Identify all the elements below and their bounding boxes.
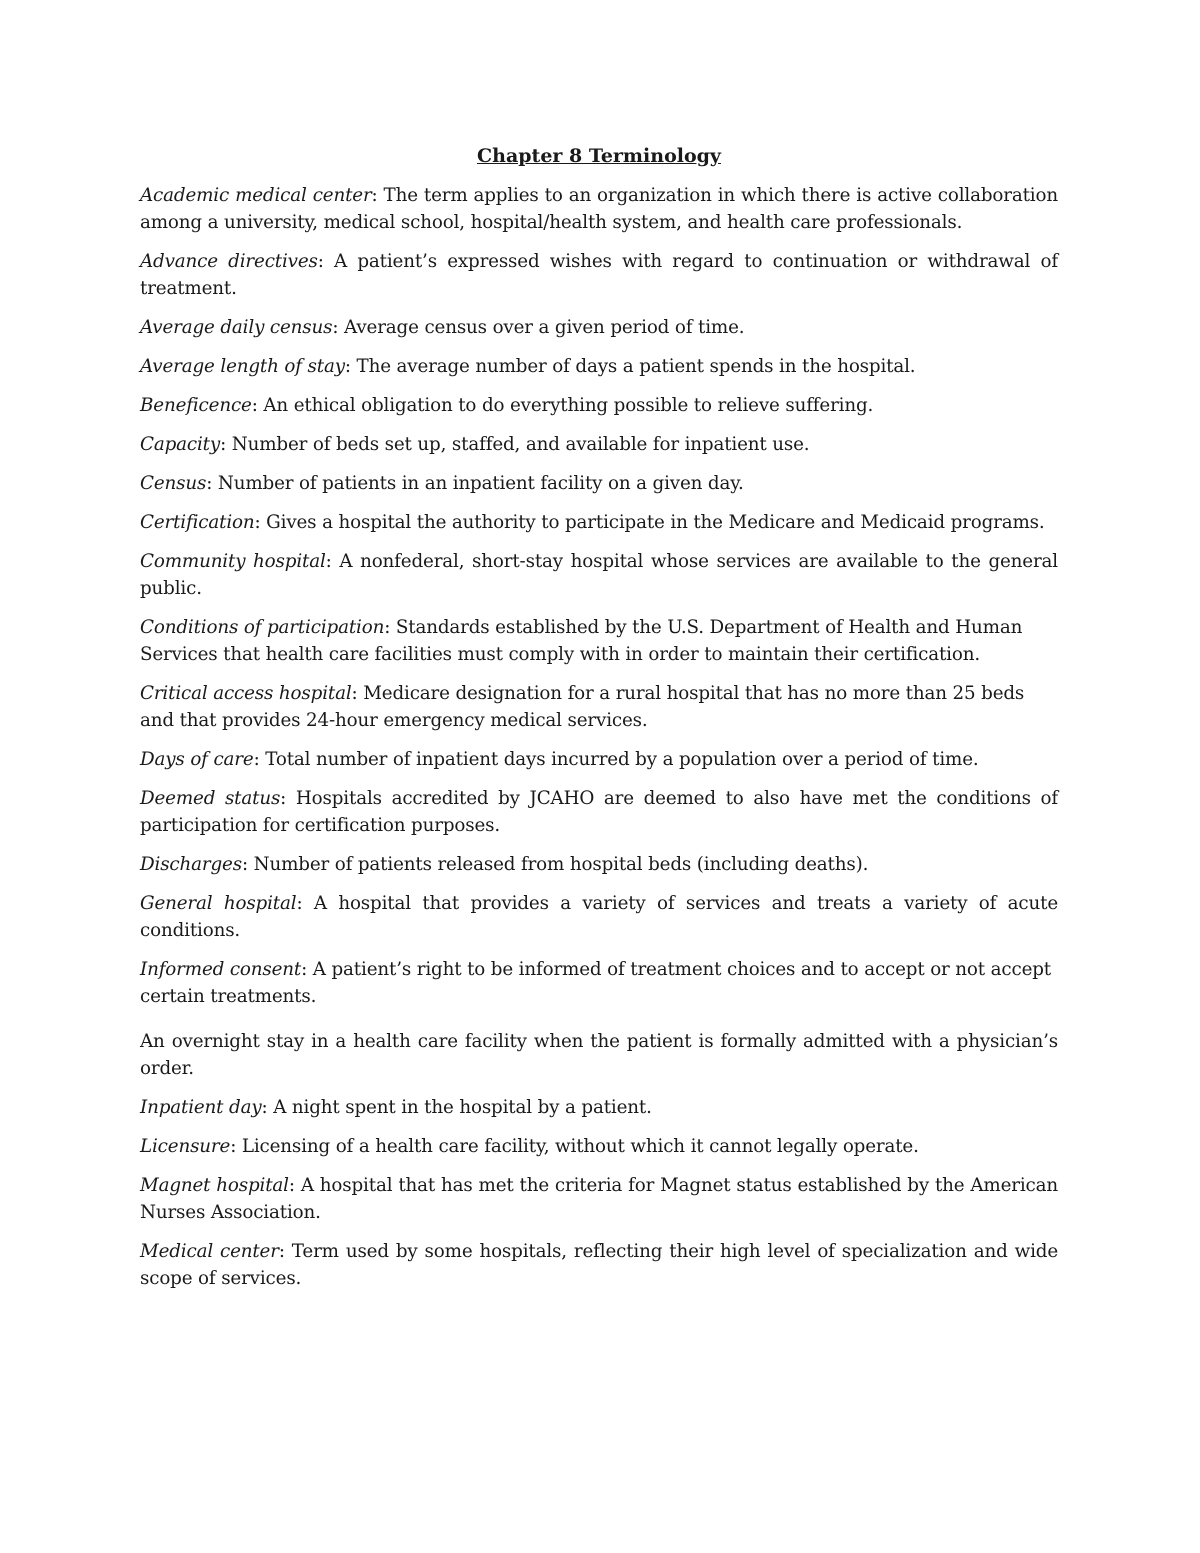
glossary-definition: : A night spent in the hospital by a patient. (261, 1097, 652, 1118)
glossary-term: Critical access hospital (140, 683, 352, 704)
glossary-definition: : Number of patients in an inpatient facility on a given day. (206, 473, 744, 494)
glossary-term: Certification (140, 512, 255, 533)
glossary-term: Days of care (140, 749, 254, 770)
glossary-definition: : A patient’s expressed wishes with regard to continuation or withdrawal of treatment. (140, 251, 1058, 299)
glossary-term: Licensure (140, 1136, 231, 1157)
glossary-entry-untitled (140, 1028, 1058, 1082)
glossary-entry (140, 890, 1058, 944)
glossary-definition: An overnight stay in a health care facility when the patient is formally admitted with a physician’s order. (140, 1031, 1058, 1079)
glossary-term: Inpatient day (140, 1097, 262, 1118)
glossary-entry (140, 785, 1058, 839)
glossary-definition: : The average number of days a patient spends in the hospital. (344, 356, 916, 377)
glossary-definition: : A hospital that provides a variety of services and treats a variety of acute conditions. (140, 893, 1058, 941)
glossary-entry (140, 314, 1058, 341)
glossary-term: Medical center (140, 1241, 279, 1262)
glossary-term: Average daily census (140, 317, 333, 338)
glossary-entry (140, 746, 1058, 773)
glossary-definition: : Number of beds set up, staffed, and available for inpatient use. (220, 434, 810, 455)
glossary-definition: : Total number of inpatient days incurred by a population over a period of time. (253, 749, 979, 770)
glossary-term: Informed consent (140, 959, 302, 980)
glossary-entry (140, 851, 1058, 878)
glossary-definition: : Standards established by the U.S. Department of Health and Human Services that health care facilities must comply with in order to maintain their certification. (140, 617, 1023, 665)
glossary-term: Magnet hospital (140, 1175, 289, 1196)
glossary-entry (140, 182, 1058, 236)
glossary-definition: : Medicare designation for a rural hospital that has no more than 25 beds and that provides 24-hour emergency medical services. (140, 683, 1025, 731)
glossary-entry (140, 548, 1058, 602)
glossary-entry (140, 392, 1058, 419)
glossary-term: Deemed status (140, 788, 281, 809)
glossary-entry (140, 1172, 1058, 1226)
glossary-definition: : An ethical obligation to do everything possible to relieve suffering. (251, 395, 874, 416)
glossary-term: General hospital (140, 893, 297, 914)
glossary-term: Discharges (140, 854, 242, 875)
glossary-term: Average length of stay (140, 356, 345, 377)
page-title: Chapter 8 Terminology (477, 145, 721, 167)
glossary-term: Academic medical center (140, 185, 372, 206)
glossary-definition: : A hospital that has met the criteria for Magnet status established by the American Nurses Association. (140, 1175, 1059, 1223)
glossary-definition: : Gives a hospital the authority to participate in the Medicare and Medicaid programs. (254, 512, 1045, 533)
glossary-entry (140, 509, 1058, 536)
glossary-definition: : Average census over a given period of time. (332, 317, 745, 338)
glossary-term: Census (140, 473, 207, 494)
glossary-definition: : A patient’s right to be informed of treatment choices and to accept or not accept certain treatments. (140, 959, 1051, 1007)
glossary-entry (140, 1094, 1058, 1121)
glossary-entry (140, 470, 1058, 497)
glossary-definition: : Term used by some hospitals, reflecting their high level of specialization and wide scope of services. (140, 1241, 1058, 1289)
glossary-definition: : Hospitals accredited by JCAHO are deemed to also have met the conditions of participation for certification purposes. (140, 788, 1058, 836)
glossary-entry (140, 956, 1058, 1010)
glossary-definition: : Number of patients released from hospital beds (including deaths). (241, 854, 869, 875)
glossary-definition: : A nonfederal, short-stay hospital whose services are available to the general public. (140, 551, 1058, 599)
glossary-term: Conditions of participation (140, 617, 385, 638)
glossary-definition: : The term applies to an organization in which there is active collaboration among a university, medical school, hospital/health system, and health care professionals. (140, 185, 1058, 233)
glossary-entry (140, 1133, 1058, 1160)
glossary-entry (140, 1238, 1058, 1292)
glossary-term: Community hospital (140, 551, 326, 572)
glossary-term: Capacity (140, 434, 221, 455)
glossary-entry (140, 248, 1058, 302)
document-page (140, 142, 1058, 1304)
glossary-term: Advance directives (140, 251, 318, 272)
glossary-entry (140, 614, 1058, 668)
glossary-term: Beneficence (140, 395, 252, 416)
glossary-entry (140, 431, 1058, 458)
glossary-entry (140, 353, 1058, 380)
glossary-definition: : Licensing of a health care facility, without which it cannot legally operate. (230, 1136, 919, 1157)
glossary-entry (140, 680, 1058, 734)
